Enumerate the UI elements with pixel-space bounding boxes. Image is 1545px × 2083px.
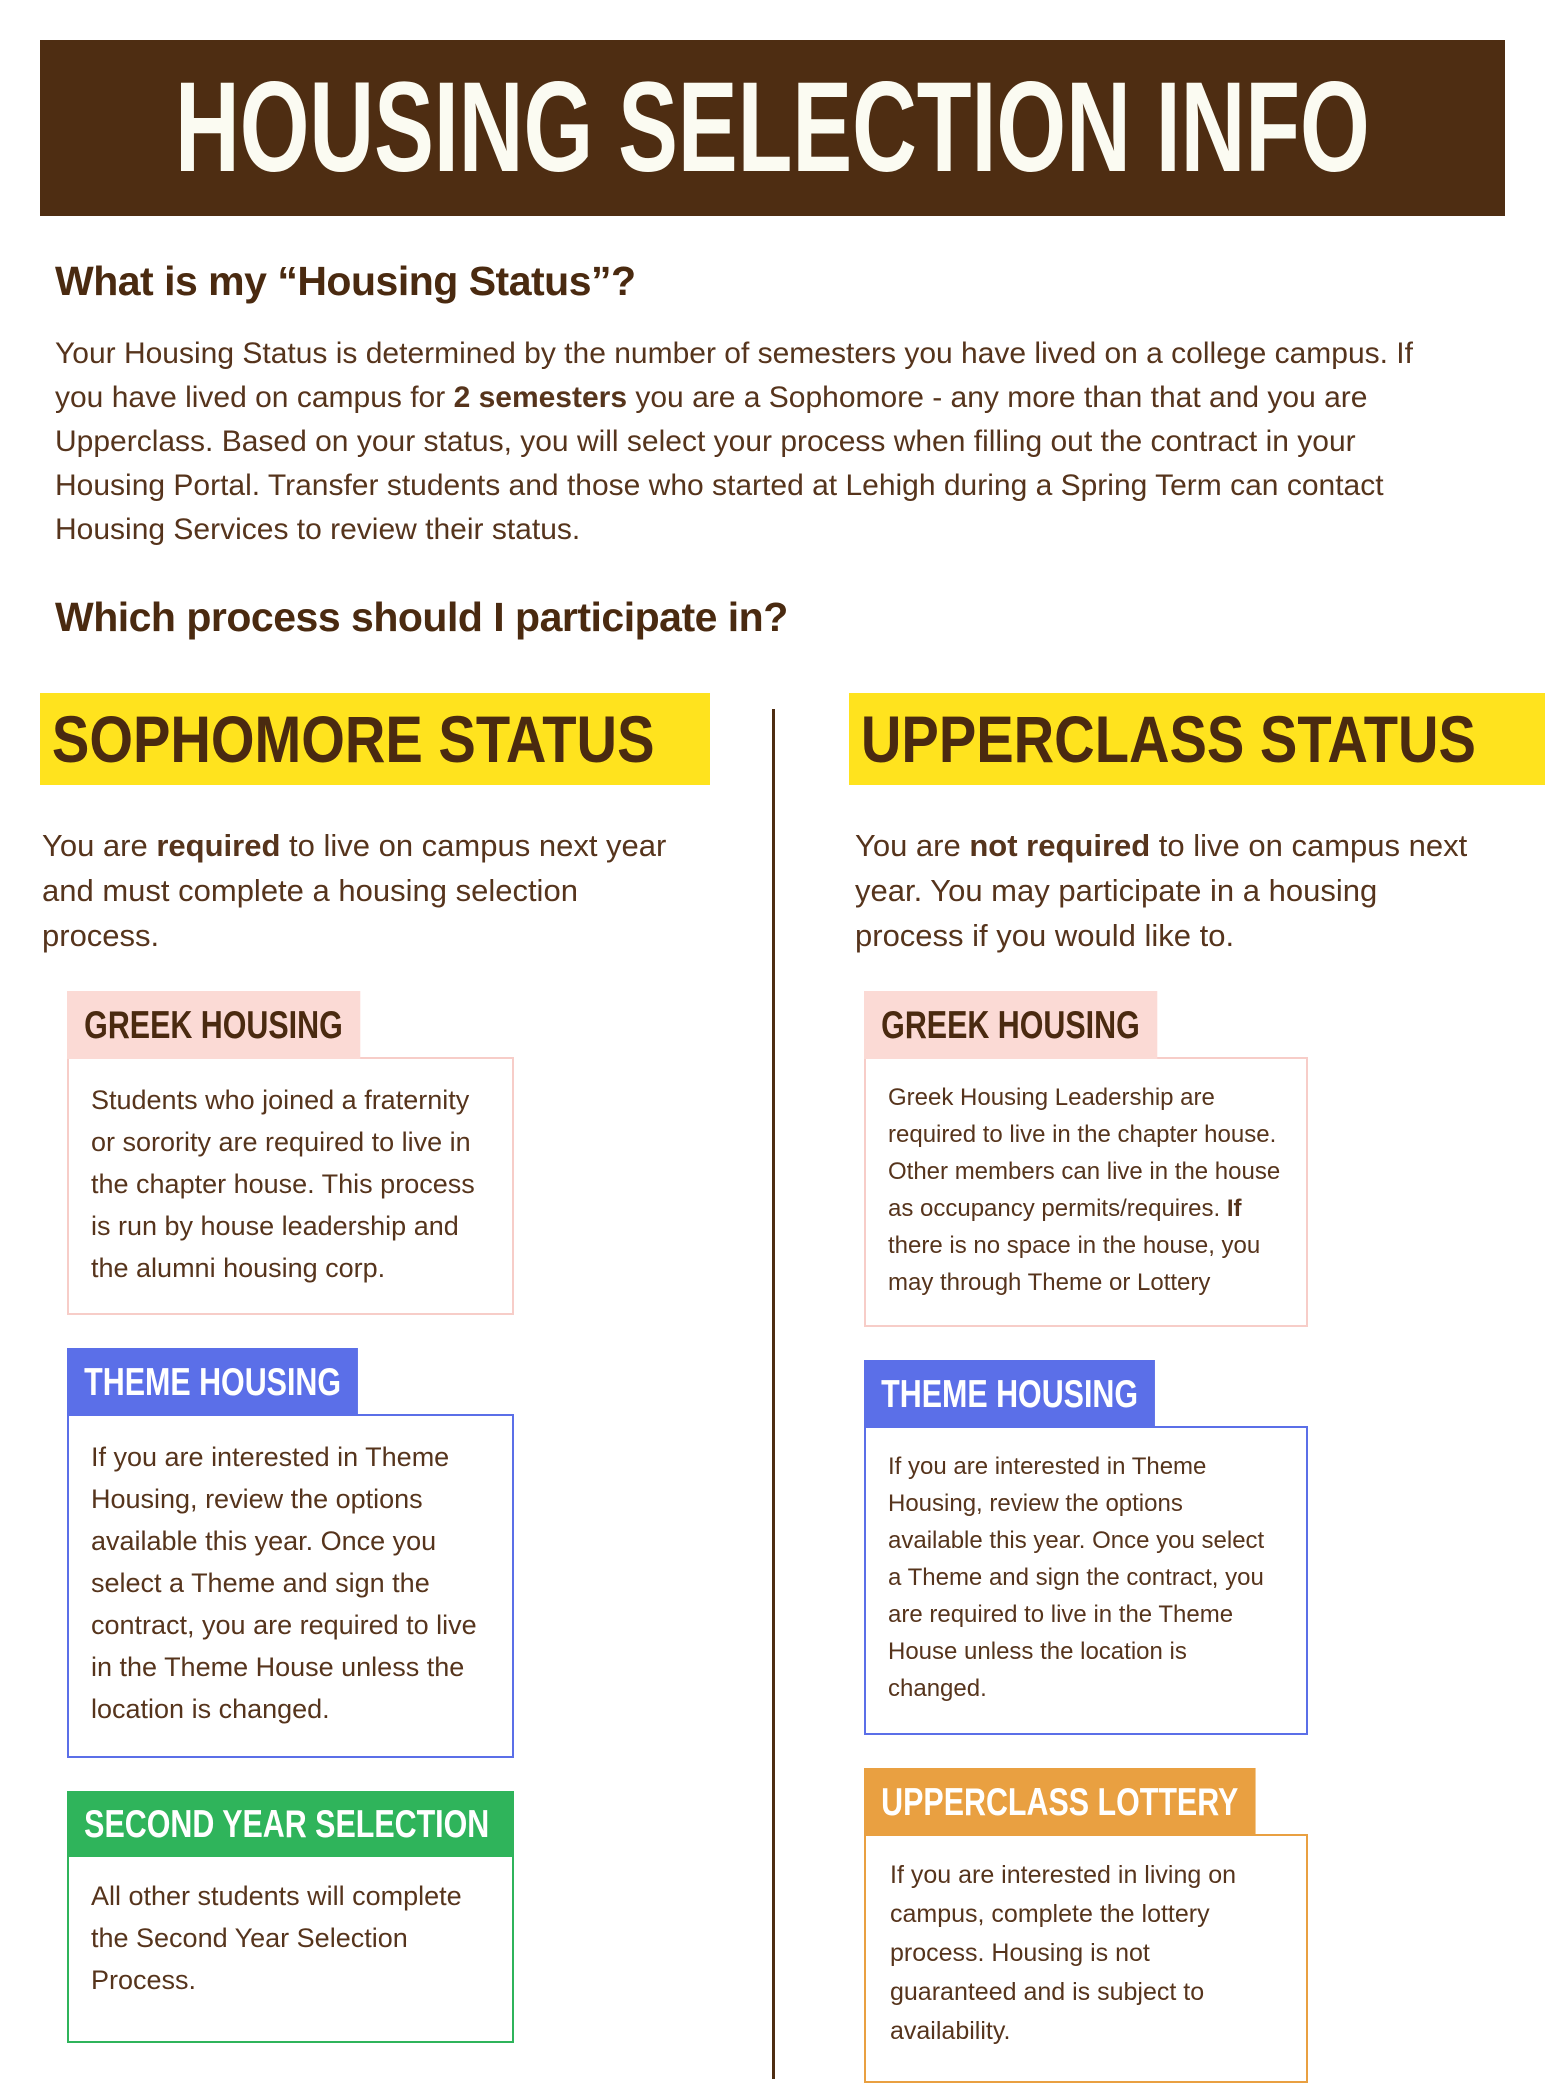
- greek-housing-label-row: [67, 991, 514, 1059]
- greek-housing-upperclass-label: GREEK HOUSING: [864, 991, 1157, 1059]
- theme-housing-body: [67, 1414, 514, 1758]
- heading-housing-status-question: What is my “Housing Status”?: [55, 258, 636, 304]
- column-divider: [772, 709, 775, 2079]
- card-theme-housing-sophomore: [67, 1348, 514, 1758]
- theme-housing-upperclass-label: THEME HOUSING: [864, 1360, 1155, 1428]
- column-sophomore: [40, 693, 710, 2083]
- upperclass-status-header-label: UPPERCLASS STATUS: [860, 702, 1476, 776]
- upperclass-intro-text-2: to live on campus next year. You may participate in a housing process if you would like to.: [855, 828, 1468, 953]
- theme-housing-upperclass-text: If you are interested in Theme Housing, review the options available this year. Once you select a Theme and sign the contract, you are required to live in the Theme House unless the location is changed.: [888, 1453, 1265, 1702]
- banner: [40, 40, 1505, 216]
- second-year-selection-label: SECOND YEAR SELECTION: [84, 1803, 490, 1846]
- upperclass-intro-text-1: You are: [855, 828, 970, 863]
- greek-housing-text: Students who joined a fraternity or sorority are required to live in the chapter house. This process is run by house leadership and the alumni housing corp.: [91, 1085, 475, 1283]
- sophomore-intro-paragraph: [40, 823, 680, 958]
- upperclass-lottery-body: [864, 1834, 1308, 2083]
- sophomore-status-header: [40, 693, 710, 785]
- card-greek-housing-upperclass: [864, 991, 1308, 1327]
- sophomore-intro-text-2: to live on campus next year and must complete a housing selection process.: [42, 828, 667, 953]
- greek-housing-body: [67, 1057, 514, 1315]
- card-second-year-selection: [67, 1791, 514, 2043]
- greek-housing-label: GREEK HOUSING: [67, 991, 360, 1059]
- card-theme-housing-upperclass: [864, 1360, 1308, 1735]
- greek-housing-upperclass-label-row: [864, 991, 1308, 1059]
- intro-paragraph: [55, 332, 1455, 552]
- upperclass-lottery-label: UPPERCLASS LOTTERY: [864, 1768, 1256, 1836]
- second-year-selection-label-bar: [67, 1791, 514, 1857]
- intro-text-2: you are a Sophomore - any more than that and you are Upperclass. Based on your status, you will select your process when filling out the contract in your Housing Portal. Transfer students and those who started at Lehigh during a Spring Term can contact Housing Services to review their status.: [55, 381, 1384, 546]
- second-year-selection-text: All other students will complete the Second Year Selection Process.: [91, 1881, 462, 1995]
- upperclass-lottery-label-row: [864, 1768, 1308, 1836]
- upperclass-intro-bold: not required: [969, 828, 1151, 863]
- second-year-selection-body: [67, 1855, 514, 2043]
- card-greek-housing-sophomore: [67, 991, 514, 1315]
- sophomore-status-header-label: SOPHOMORE STATUS: [51, 702, 655, 776]
- theme-housing-text: If you are interested in Theme Housing, review the options available this year. Once you select a Theme and sign the contract, you are required to live in the Theme House unless the location is changed.: [91, 1442, 477, 1724]
- upperclass-lottery-text: If you are interested in living on campus, complete the lottery process. Housing is not guaranteed and is subject to availability.: [890, 1861, 1237, 2045]
- theme-housing-upperclass-label-row: [864, 1360, 1308, 1428]
- sophomore-intro-text-1: You are: [42, 828, 157, 863]
- heading-process-question: Which process should I participate in?: [55, 594, 788, 640]
- greek-housing-upperclass-text: [888, 1079, 1284, 1301]
- theme-housing-label-row: [67, 1348, 514, 1416]
- column-upperclass: [849, 693, 1545, 2083]
- card-upperclass-lottery: [864, 1768, 1308, 2083]
- greek-upperclass-bold-if: If: [1226, 1195, 1242, 1222]
- greek-upperclass-text-2: there is no space in the house, you may through Theme or Lottery: [888, 1232, 1261, 1296]
- page-title: HOUSING SELECTION INFO: [175, 56, 1370, 199]
- theme-housing-upperclass-body: [864, 1426, 1308, 1735]
- greek-housing-upperclass-body: [864, 1057, 1308, 1327]
- sophomore-intro-bold: required: [156, 828, 281, 863]
- intro-text-1: Your Housing Status is determined by the number of semesters you have lived on a college campus. If you have lived on campus for: [55, 337, 1413, 414]
- status-columns: [0, 693, 1545, 2083]
- intro-bold-2-semesters: 2 semesters: [453, 381, 628, 414]
- upperclass-intro-paragraph: [849, 823, 1489, 958]
- upperclass-status-header: [849, 693, 1545, 785]
- greek-upperclass-text-1: Greek Housing Leadership are required to live in the chapter house. Other members can live in the house as occupancy permits/requires.: [888, 1084, 1281, 1222]
- theme-housing-label: THEME HOUSING: [67, 1348, 358, 1416]
